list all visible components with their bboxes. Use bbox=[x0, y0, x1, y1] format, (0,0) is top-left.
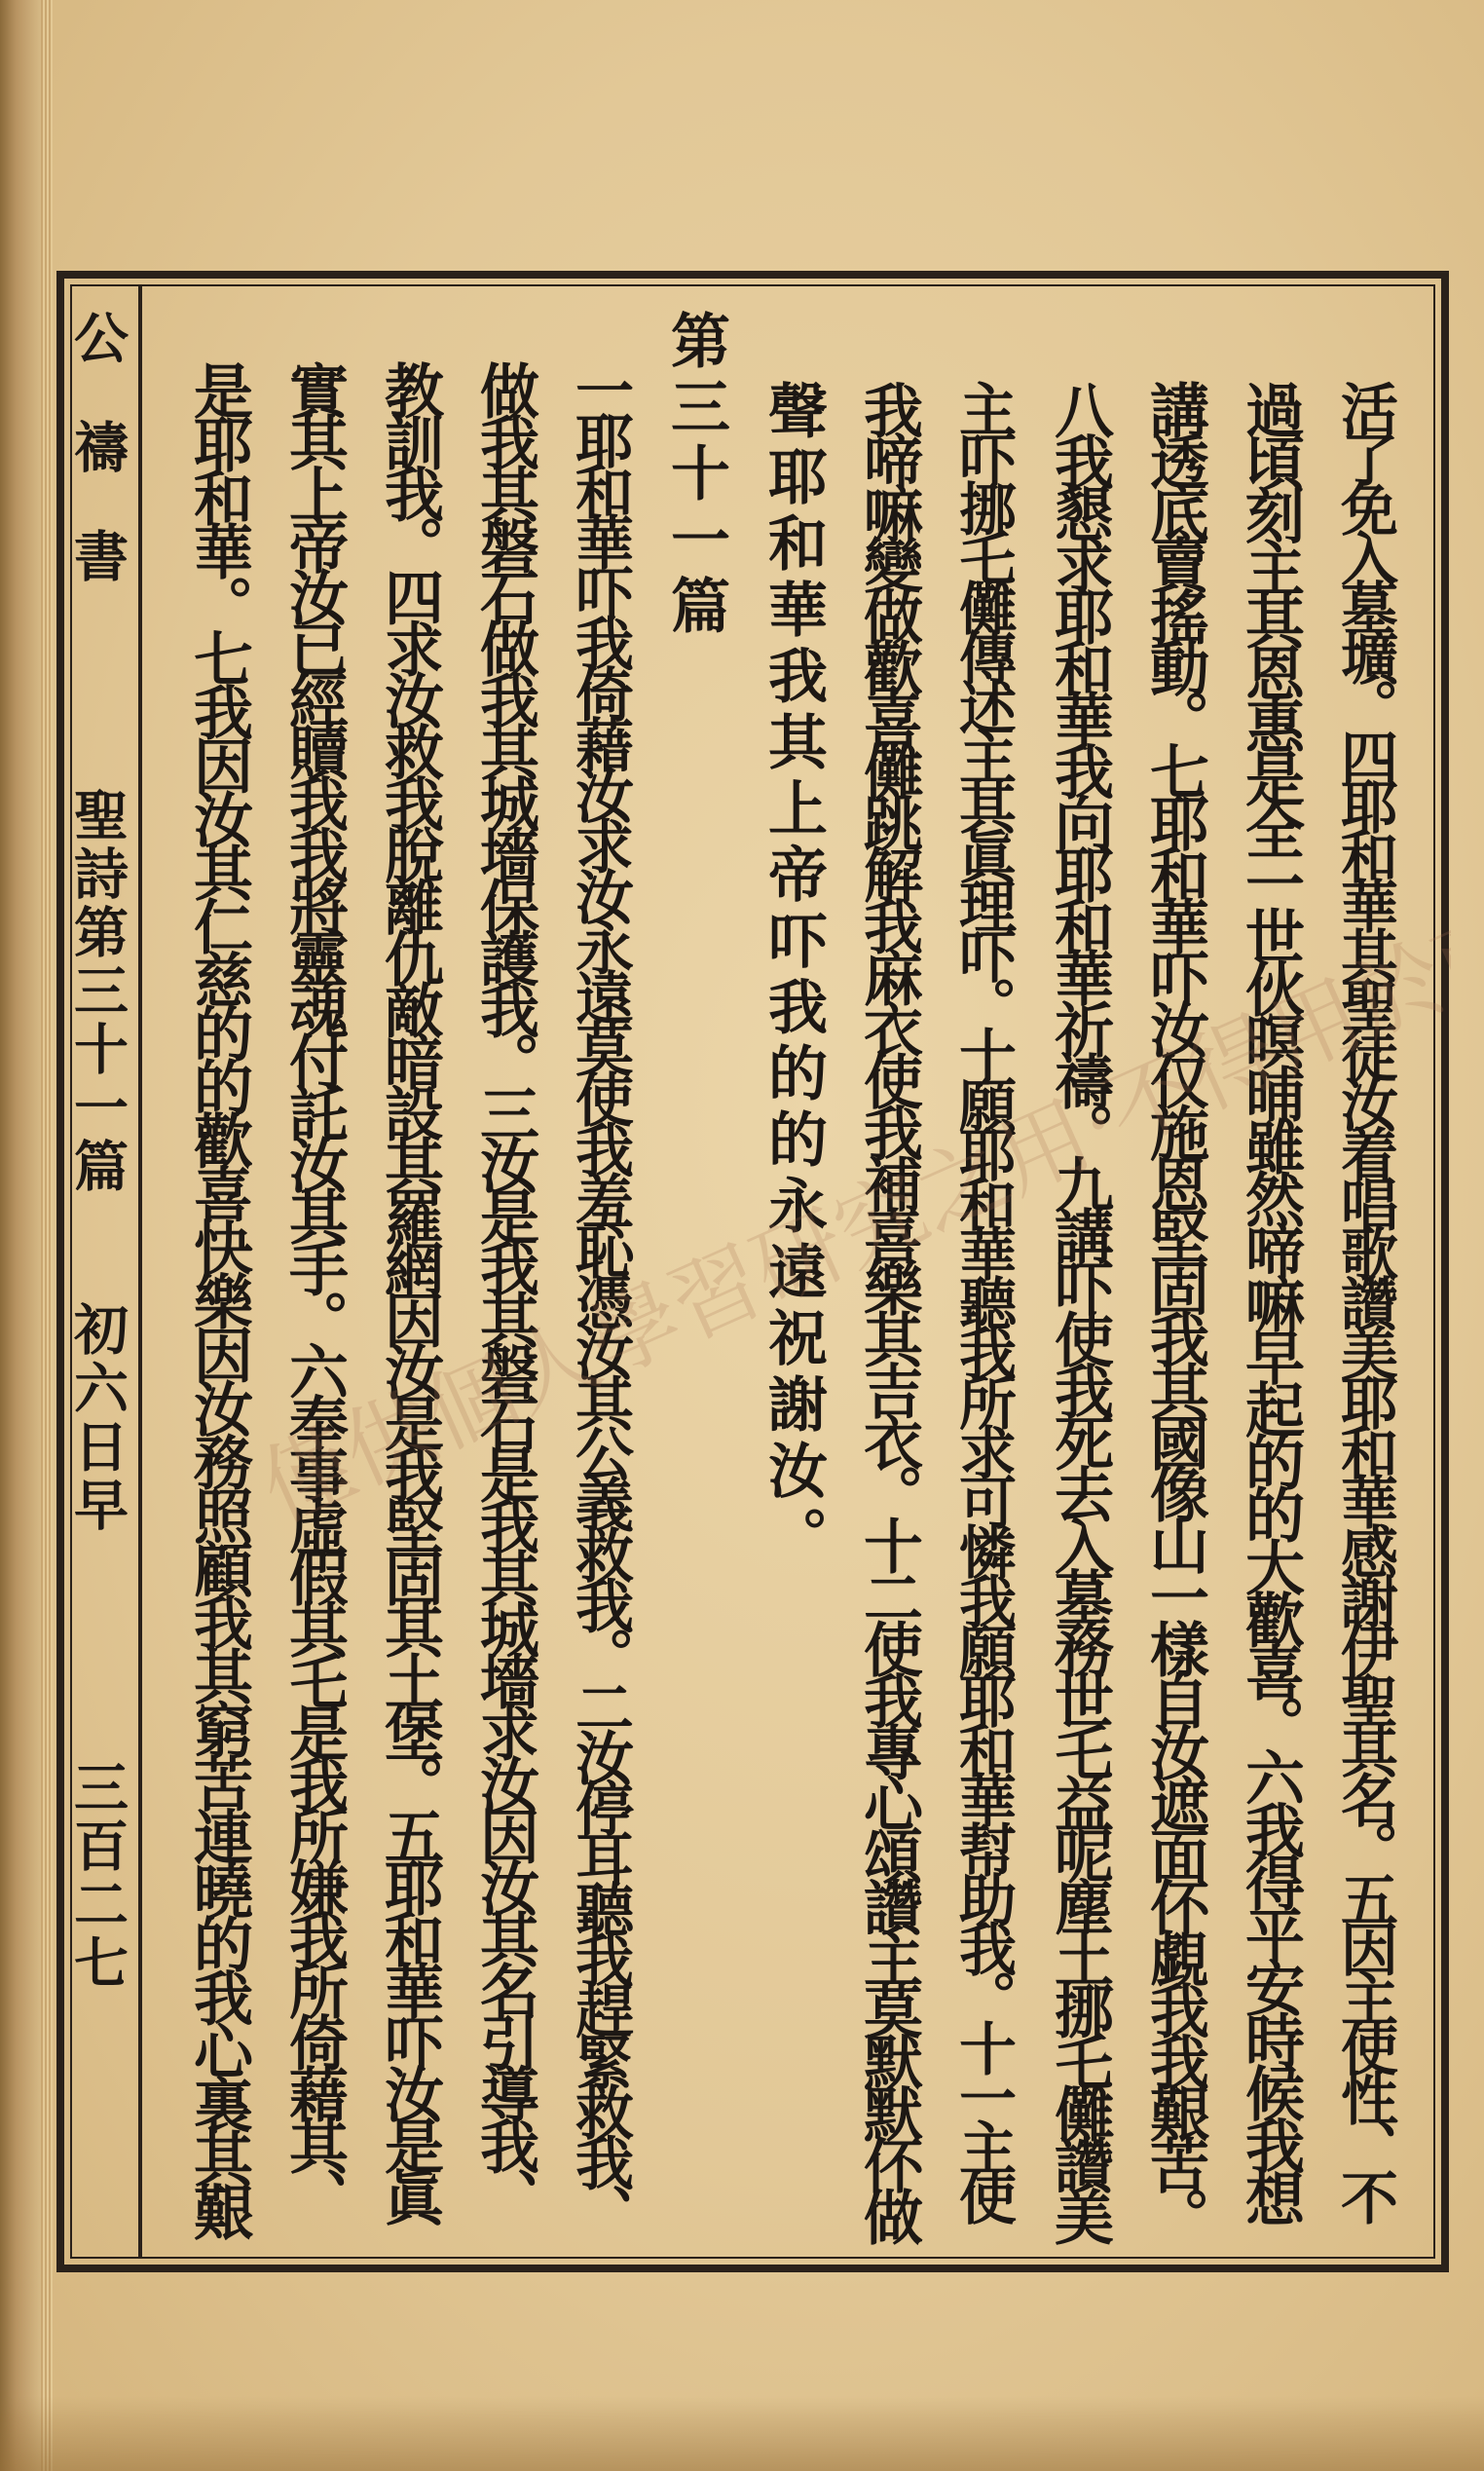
margin-divider bbox=[138, 284, 142, 2258]
text-column-4: 八我懇求耶和華我向耶和華祈禱。九講吓使我死去入墓務世乇益呢塵土挪乇儺讚美 bbox=[1045, 380, 1114, 2238]
text-column-11: 教訓我。四求汝救我脫離仇敵暗設其羅網因汝是我堅固其土堡。五耶和華吓汝是眞 bbox=[375, 360, 444, 2219]
reading-day: 初六日早 bbox=[65, 1301, 130, 1535]
page-bottom-shadow bbox=[0, 2396, 1484, 2471]
text-column-12: 實其上帝汝已經贖我我將靈魂付託汝其手。六奉事虛假其乇是我所嫌我所倚藉其、 bbox=[279, 360, 349, 2219]
text-column-1: 活了免入墓壙。四耶和華其聖徒汝着唱歌讚美耶和華感謝伊聖其名。五因主使性、不 bbox=[1331, 380, 1398, 2218]
text-column-3: 講透底賣搖動。七耶和華吓汝仅施恩堅固我其國像山一樣自汝遮面伓覷我我艱苦。 bbox=[1140, 380, 1209, 2238]
book-spine bbox=[0, 0, 41, 2471]
section-title: 聖詩第三十一篇 bbox=[65, 787, 130, 1196]
book-title: 公禱書 bbox=[65, 310, 130, 637]
text-column-2: 過頃刻主其恩惠是全一世伙暝晡雖然啼嘛早起的的大歡喜。六我得平安時候我想 bbox=[1236, 380, 1305, 2221]
page-number: 三百二七 bbox=[65, 1759, 130, 1993]
page-edges bbox=[41, 0, 53, 2471]
text-column-10: 做我其磐石做我其城墻保護我。三汝是我其磐石是我其城墻求汝因汝其名引導我、 bbox=[470, 360, 539, 2219]
text-column-5: 主吓挪乇儺傳述主其眞理吓。十願耶和華聽我所求可憐我願耶和華幇助我。十一主使 bbox=[949, 380, 1017, 2218]
text-column-13: 是耶和華。七我因汝其仁慈的的歡喜快樂因汝務照顧我其窮苦連曉的我心裏其艱 bbox=[184, 360, 253, 2235]
text-column-9: 一耶和華吓我倚藉汝求汝永遠莫使我羞恥憑汝其公義救我。二汝停耳聽我趕緊救我、 bbox=[566, 360, 634, 2234]
psalm-heading: 第三十一篇 bbox=[661, 310, 730, 641]
text-column-6: 我啼嘛變做歡喜儺跳解我麻衣使我補喜樂其吉衣。十二使我專心頌讚主莫默默伓做 bbox=[854, 380, 923, 2238]
text-column-7: 聲耶和華我其上帝吓我的的永遠祝謝汝。 bbox=[759, 380, 828, 1572]
